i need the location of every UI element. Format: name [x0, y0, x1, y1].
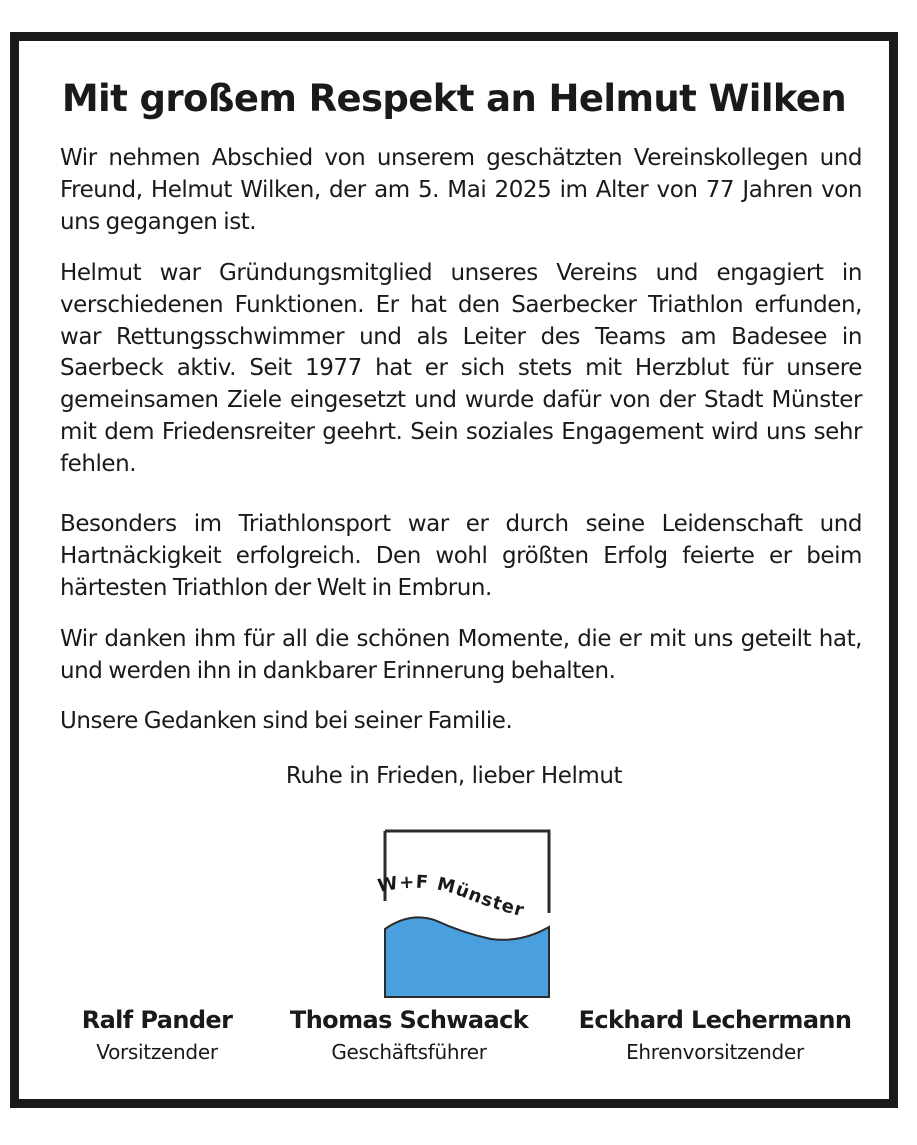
signer-1 — [57, 1006, 257, 1064]
logo-water — [385, 917, 549, 997]
paragraph-triathlon: Besonders im Triathlonsport war er durch seine Leidenschaft und Hartnäckigkeit erfolgreich. Den wohl größten Erfolg feierte er beim härtesten Triathlon der Welt in Embrun. — [60, 511, 862, 601]
paragraph-biography: Helmut war Gründungsmitglied unseres Vereins und engagiert in verschiedenen Funktionen. Er hat den Saerbecker Triathlon erfunden, war Rettungsschwimmer und als Leiter des Teams am Badesee in Saerbeck aktiv. Seit 1977 hat er sich stets mit Herzblut für unsere gemeinsamen Ziele eingesetzt und wurde dafür von der Stadt Münster mit dem Friedensreiter geehrt. Sein soziales Engagement wird uns sehr fehlen. — [60, 260, 862, 477]
obituary-title: Mit großem Respekt an Helmut Wilken — [61, 77, 847, 120]
closing-line: Ruhe in Frieden, lieber Helmut — [285, 763, 623, 789]
paragraph-thanks: Wir danken ihm für all die schönen Momente, die er mit uns geteilt hat, und werden ihn in dankbarer Erinnerung behalten. — [60, 626, 862, 684]
signer-name: Thomas Schwaack — [289, 1006, 529, 1034]
obituary-frame — [10, 32, 898, 1108]
paragraph-family: Unsere Gedanken sind bei seiner Familie. — [60, 708, 513, 734]
signer-name: Eckhard Lechermann — [578, 1006, 852, 1034]
signer-2 — [274, 1006, 544, 1064]
signer-3 — [565, 1006, 865, 1064]
signer-name: Ralf Pander — [81, 1006, 233, 1034]
club-logo — [363, 809, 563, 999]
paragraph-farewell: Wir nehmen Abschied von unserem geschätzten Vereinskollegen und Freund, Helmut Wilken, der am 5. Mai 2025 im Alter von 77 Jahren von uns gegangen ist. — [60, 145, 862, 235]
signer-role: Geschäftsführer — [331, 1040, 487, 1064]
logo-lettering: W+F Münster — [376, 871, 527, 922]
signer-role: Ehrenvorsitzender — [626, 1040, 804, 1064]
signer-role: Vorsitzender — [96, 1040, 218, 1064]
